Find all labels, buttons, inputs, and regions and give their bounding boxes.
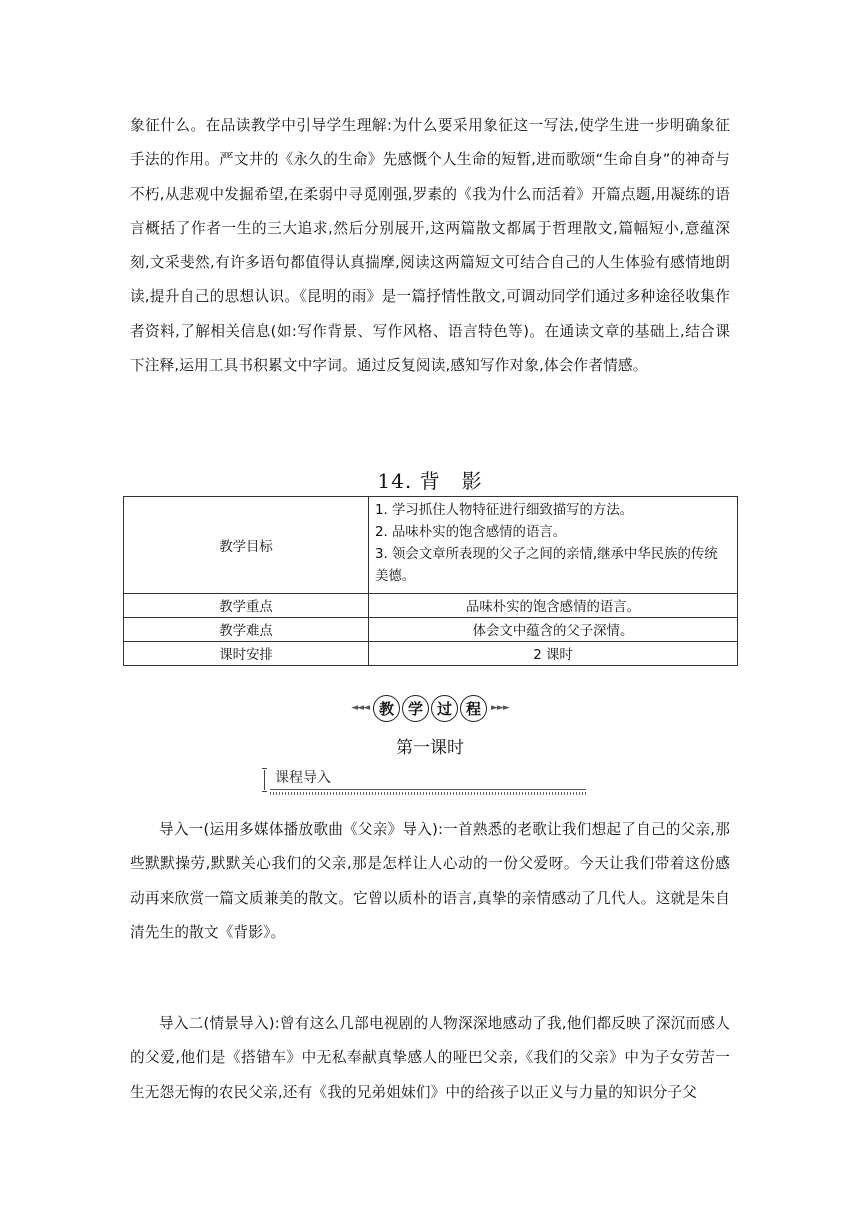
banner-char: 学 [402,695,429,722]
dotted-divider [270,792,586,795]
right-arrows-icon: ►►► [491,703,509,713]
teaching-process-banner [0,692,860,724]
banner-char: 程 [460,695,487,722]
goals-cell [369,497,738,594]
table-row [124,594,738,618]
intro-one-paragraph: 导入一(运用多媒体播放歌曲《父亲》导入):一首熟悉的老歌让我们想起了自己的父亲,那些默默操劳,默默关心我们的父亲,那是怎样让人心动的一份父爱呀。今天让我们带着这份感动再来欣赏一篇文质兼美的散文。它曾以质朴的语言,真挚的亲情感动了几代人。这就是朱自清先生的散文《背影》。 [130,821,730,941]
key-value: 品味朴实的饱含感情的语言。 [369,594,738,618]
goal-item: 3. 领会文章所表现的父子之间的亲情,继承中华民族的传统美德。 [375,547,718,584]
goals-label: 教学目标 [124,497,369,594]
lesson-title: 14. 背 影 [377,469,483,493]
table-row [124,618,738,642]
lesson-plan-table [123,496,738,666]
left-arrows-icon: ◄◄◄ [351,703,369,713]
hours-value: 2 课时 [369,642,738,666]
key-label: 教学重点 [124,594,369,618]
section-heading [264,766,586,796]
divider [270,789,586,790]
banner-char: 过 [431,695,458,722]
intro-paragraph: 象征什么。在品读教学中引导学生理解:为什么要采用象征这一写法,使学生进一步明确象征手法的作用。严文井的《永久的生命》先感慨个人生命的短暂,进而歌颂“生命自身”的神奇与不朽,从悲观中发掘希望,在柔弱中寻觅刚强,罗素的《我为什么而活着》开篇点题,用凝练的语言概括了作者一生的三大追求,然后分别展开,这两篇散文都属于哲理散文,篇幅短小,意蕴深刻,文采斐然,有许多语句都值得认真揣摩,阅读这两篇短文可结合自己的人生体验有感情地朗读,提升自己的思想认识。《昆明的雨》是一篇抒情性散文,可调动同学们通过多种途径收集作者资料,了解相关信息(如:写作背景、写作风格、语言特色等)。在通读文章的基础上,结合课下注释,运用工具书积累文中字词。通过反复阅读,感知写作对象,体会作者情感。 [130,117,730,375]
difficulty-label: 教学难点 [124,618,369,642]
difficulty-value: 体会文中蕴含的父子深情。 [369,618,738,642]
intro-two-paragraph: 导入二(情景导入):曾有这么几部电视剧的人物深深地感动了我,他们都反映了深沉而感人的父爱,他们是《搭错车》中无私奉献真挚感人的哑巴父亲,《我们的父亲》中为子女劳苦一生无怨无悔的农民父亲,还有《我的兄弟姐妹们》中的给孩子以正义与力量的知识分子父 [130,1015,730,1101]
session-title: 第一课时 [396,738,464,758]
bracket-icon [264,770,267,790]
banner-char: 教 [373,695,400,722]
hours-label: 课时安排 [124,642,369,666]
table-row [124,497,738,594]
section-label: 课程导入 [275,770,331,786]
goal-item: 2. 品味朴实的饱含感情的语言。 [375,525,567,540]
table-row [124,642,738,666]
goal-item: 1. 学习抓住人物特征进行细致描写的方法。 [375,503,634,518]
